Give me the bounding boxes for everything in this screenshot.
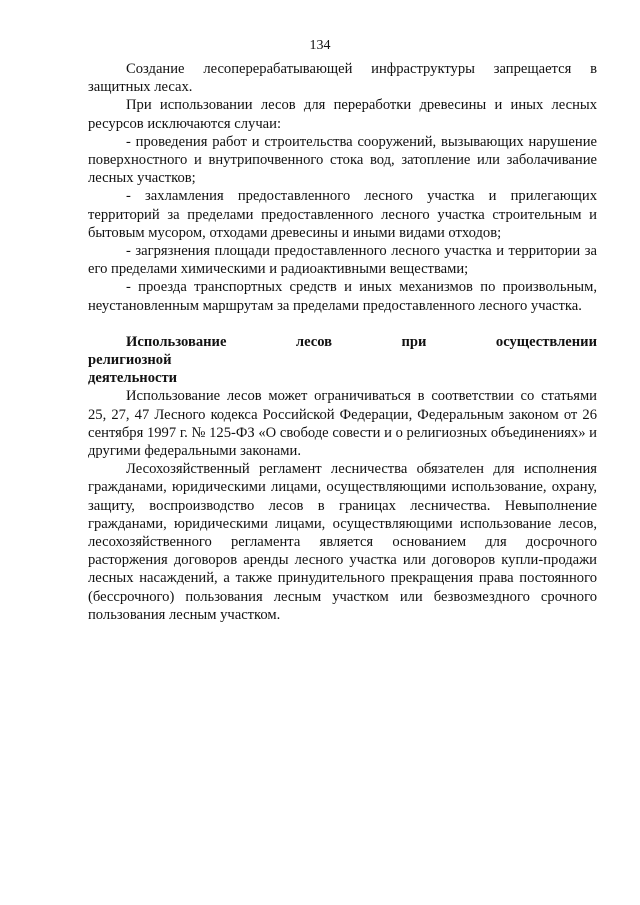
section-heading-line1: Использование лесов при осуществлении религиозной bbox=[88, 333, 597, 369]
list-item: - захламления предоставленного лесного участка и прилегающих территорий за пределами предоставленного лесного участка строительным и бытовым мусором, отходами древесины и иными видами отходов; bbox=[88, 188, 597, 241]
section-heading bbox=[88, 333, 597, 388]
paragraph: Использование лесов может ограничиваться в соответствии со статьями 25, 27, 47 Лесного кодекса Российской Федерации, Федеральным законом от 26 сентября 1997 г. № 125-ФЗ «О свободе совести и о религиозных объединениях» и другими федеральными законами. bbox=[88, 388, 597, 460]
section-spacer bbox=[88, 315, 597, 333]
list-item: - загрязнения площади предоставленного лесного участка и территории за его пределами химическими и радиоактивными веществами; bbox=[88, 243, 597, 278]
paragraph: Лесохозяйственный регламент лесничества обязателен для исполнения гражданами, юридическими лицами, осуществляющими использование, охрану, защиту, воспроизводство лесов в границах лесничества. Невыполнение гражданами, юридическими лицами, осуществляющими использование лесов, лесохозяйственного регламента является основанием для досрочного расторжения договоров аренды лесного участка или договоров купли-продажи лесных насаждений, а также принудительного прекращения права постоянного (бессрочного) пользования лесным участком или безвозмездного срочного пользования лесным участком. bbox=[88, 461, 597, 623]
page-number: 134 bbox=[309, 38, 331, 53]
paragraph: При использовании лесов для переработки древесины и иных лесных ресурсов исключаются случаи: bbox=[88, 97, 597, 132]
list-item: - проезда транспортных средств и иных механизмов по произвольным, неустановленным маршрутам за пределами предоставленного лесного участка. bbox=[88, 279, 597, 314]
document-body bbox=[88, 60, 597, 624]
paragraph: Создание лесоперерабатывающей инфраструктуры запрещается в защитных лесах. bbox=[88, 61, 597, 96]
section-heading-line2: деятельности bbox=[88, 370, 178, 387]
list-item: - проведения работ и строительства сооружений, вызывающих нарушение поверхностного и внутрипочвенного стока вод, затопление или заболачивание лесных участков; bbox=[88, 133, 597, 187]
